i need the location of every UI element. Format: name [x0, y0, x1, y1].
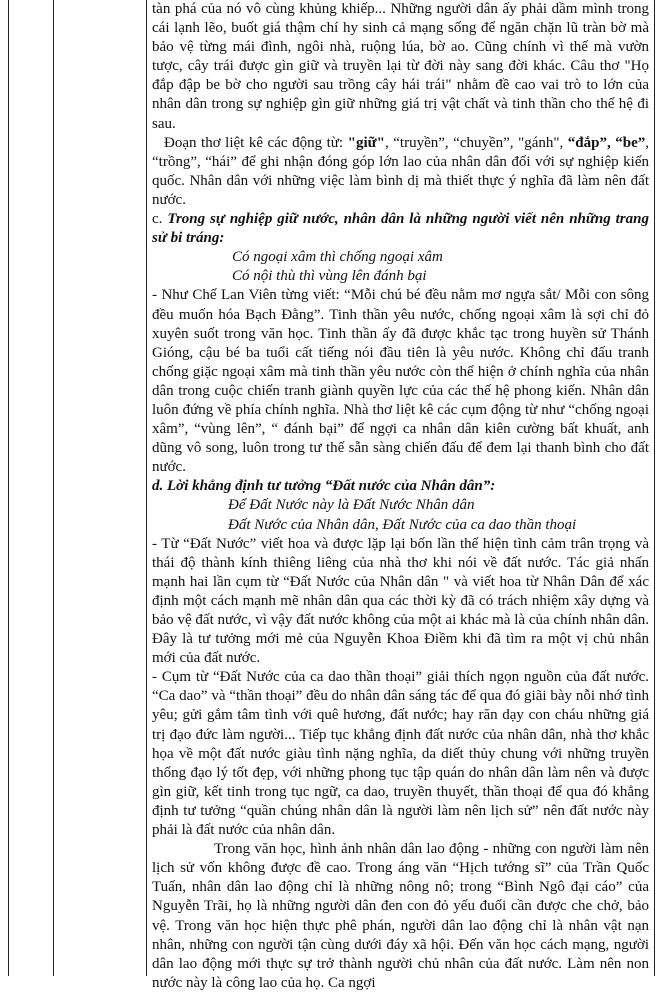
text-run: để ngợi ca nhân dân kiên cường bất khuất, anh dũng vô song, luôn trong tư thế sẵn sàng chiến đấu để đem lại thanh bình cho đất nước.	[152, 421, 649, 476]
text-run: "Họ đắp đập be bờ cho người sau trồng cây hái trái"	[152, 58, 649, 94]
poem-line: Có nội thù thì vùng lên đánh bại	[232, 268, 427, 285]
text-run: “đắp”, “be”	[567, 134, 646, 151]
text-run: “quần chúng nhân dân là người làm nên lịch sử”	[240, 802, 539, 819]
text-run: Đoạn thơ liệt kê các động từ:	[164, 134, 348, 151]
table-border-col1	[53, 0, 54, 976]
text-run: - Như Chế Lan Viên từng viết:	[152, 287, 345, 304]
text-run: ,	[559, 134, 568, 151]
paragraph-ca-dao-than-thoai	[152, 668, 649, 840]
text-run: ” và	[200, 688, 230, 705]
text-run: - Từ	[152, 535, 184, 552]
paragraph-verbs-list	[152, 134, 649, 210]
text-run: nên đất nước này phải là đất nước của nhân dân.	[152, 802, 649, 839]
text-run: giải thích ngọn nguồn của đất nước. “Ca	[152, 669, 649, 705]
text-run: Trong sự nghiệp giữ nước, nhân dân là những người viết nên những trang sử bi tráng:	[152, 211, 649, 247]
text-run: ,	[645, 134, 650, 151]
text-run: “chống ngoại xâm”, “vùng lên”, “ đánh bại”	[152, 401, 649, 438]
text-run: " và viết hoa từ Nhân Dân để xác định một cách mạnh mẽ nhân dân qua các thời kỳ đã có trách nhiệm xây dựng và bảo vệ đất nước, vì vậy đất nước không của một ai khác mà là của chính nhân dân. Đây là tư tưởng mới mẻ của Nguyễn Khoa Điềm khi đã tìm ra một vị chủ nhân mới của đất nước.	[152, 573, 649, 667]
text-run: nhằm đề cao vai trò to lớn của nhân dân trong sự nghiệp gìn giữ những giá trị vật chất và tinh thần cho thế hệ đi sau.	[152, 77, 649, 132]
poem-line: Đất Nước của Nhân dân, Đất Nước của ca dao thần thoại	[228, 516, 577, 533]
text-run: “trồng”, “hái”	[152, 153, 237, 170]
text-run: Trong văn học, hình ảnh nhân dân lao động - những con người làm nên lịch sử vốn không được đề cao. Trong áng văn “Hịch tướng sĩ” của Trần Quốc Tuấn, nhân dân lao động chỉ là những nông nô; trong “Bình Ngô đại cáo” của Nguyễn Trãi, họ là những người dân đen con đỏ yếu đuối cần được che chở, bảo vệ. Trong văn học hiện thực phê phán, người dân lao động chỉ là nhân vật nạn nhân, những con người tận cùng dưới đáy xã hội. Đến văn học cách mạng, người dân lao động mới thực sự trở thành người chủ nhân của đất nước. Làm nên non nước này là công lao của họ. Ca ngợi	[152, 841, 649, 991]
text-run: - Cụm từ	[152, 669, 213, 686]
text-run: c.	[152, 211, 168, 228]
text-run: "giữ"	[347, 134, 385, 151]
poem-line: Để Đất Nước này là Đất Nước Nhân dân	[228, 497, 475, 514]
text-run: tàn phá của nó vô cùng khủng khiếp... Những người dân ấy phải dầm mình trong cái lạnh lẽo, buốt giá thậm chí hy sinh cả mạng sống để ngăn chặn lũ tràn bờ mà bảo vệ từng mái đình, ngôi nhà, ruộng lúa, bờ ao. Cũng chính vì thế mà vườn tược, cây trái được gìn giữ và truyền lại từ đời này sang đời khác. Câu thơ	[152, 1, 649, 75]
paragraph-literature-people	[152, 840, 649, 993]
text-run: ,	[384, 134, 394, 151]
text-run: để ghi nhận đóng góp lớn lao của nhân dân đối với sự nghiệp kiến quốc. Nhân dân với những việc làm bình dị mà thiết thực ý nghĩa đã làm nên đất nước.	[152, 153, 649, 208]
text-run: viết hoa và được lặp lại bốn lần thể hiện tình cảm trân trọng và thái độ thành kính thiêng liêng của nhà thơ khi nói về đất nước. Tác giả nhấn mạnh hai lần cụm từ	[152, 535, 649, 590]
text-run: “Đất Nước của ca dao thần thoại”	[212, 669, 423, 686]
table-border-left	[8, 0, 9, 976]
poem-line: Có ngoại xâm thì chống ngoại xâm	[232, 249, 443, 266]
table-border-right	[654, 0, 655, 976]
paragraph-patriotism	[152, 286, 649, 477]
text-run: . Tinh thần yêu nước, chống ngoại xâm là sợi chỉ đỏ xuyên suốt trong văn học. Tinh thần ấy đã được khắc tạc trong huyền sử Thánh Gióng, cậu bé ba tuổi cất tiếng nói đầu tiên là yêu nước. Không chỉ đấu tranh chống giặc ngoại xâm mà tinh thần yêu nước còn thể hiện ở chính nghĩa của nhân dân trong cuộc chiến tranh giành quyền lực của các thế hệ phong kiến. Nhân dân luôn đứng về phía chính nghĩa. Nhà thơ liệt kê các cụm động từ như	[152, 306, 649, 418]
text-run: “thần thoại”	[229, 688, 303, 705]
text-run: dao	[179, 688, 201, 705]
text-run: “Đất Nước”	[183, 535, 257, 552]
text-run: “truyền”, “chuyền”, "gánh"	[393, 134, 560, 151]
text-run: d. Lời khẳng định tư tưởng “Đất nước của Nhân dân”:	[152, 478, 496, 495]
content-cell	[152, 0, 649, 993]
text-run: “Đất Nước của Nhân dân	[283, 573, 439, 590]
table-border-col2	[146, 0, 147, 976]
section-heading-c	[152, 210, 649, 248]
text-run: đều do nhân dân sáng tác để qua đó giãi bày nỗi nhớ tình yêu; gửi gắm tâm tình với quê hương, đất nước; hay răn dạy con cháu những giá trị đạo đức làm người... Tiếp tục khẳng định đất nước của nhân dân, nhà thơ khắc họa về một đất nước giàu tình nặng nghĩa, da diết thủy chung với những truyền thống đạo lý tốt đẹp, với những phong tục tập quán do nhân dân làm nên và được gìn giữ, kết tinh trong tục ngữ, ca dao, truyền thuyết, thần thoại để qua đó khẳng định tư tưởng	[152, 688, 649, 819]
text-run: “Mỗi chú bé đều nằm mơ ngựa sắt/ Mỗi con sông đều muốn hóa Bạch Đằng”	[152, 287, 649, 323]
paragraph-dat-nuoc-capitalized	[152, 535, 649, 669]
section-heading-d	[152, 477, 649, 496]
paragraph-flood-protection	[152, 0, 649, 134]
